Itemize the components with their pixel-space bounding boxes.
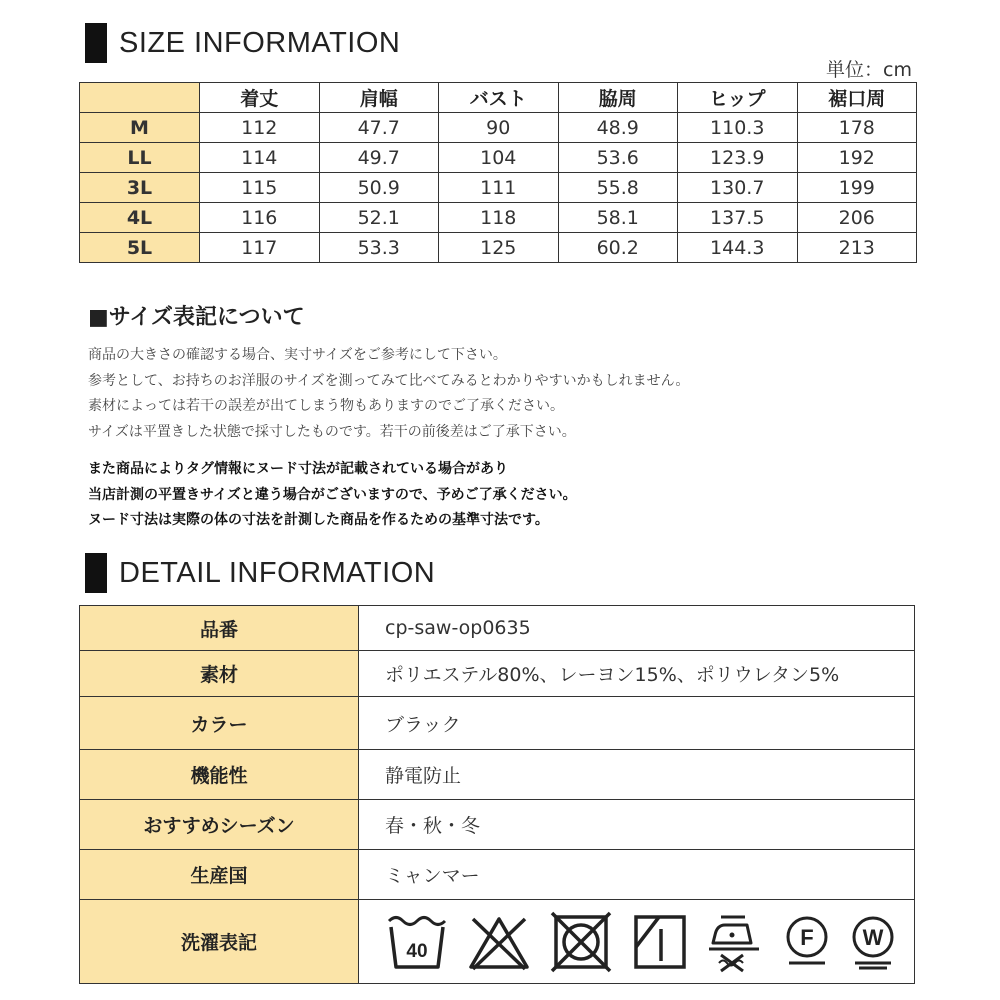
- note-bold-line: 当店計測の平置きサイズと違う場合がございますので、予めご了承ください。: [88, 486, 577, 503]
- wash-temp-label: 40: [406, 940, 428, 962]
- size-cell: 114: [200, 143, 320, 173]
- size-cell: 50.9: [319, 173, 439, 203]
- size-label: 5L: [80, 233, 200, 263]
- detail-table: [79, 605, 915, 984]
- size-cell: 49.7: [319, 143, 439, 173]
- size-cell: 125: [439, 233, 559, 263]
- shade-drip-dry-icon: [631, 911, 689, 973]
- detail-label: カラー: [80, 697, 359, 750]
- detail-label: 生産国: [80, 850, 359, 900]
- low-iron-with-cloth-icon: [707, 911, 765, 973]
- size-cell: 110.3: [678, 113, 798, 143]
- size-cell: 55.8: [558, 173, 678, 203]
- detail-row: [80, 800, 915, 850]
- note-line: 参考として、お持ちのお洋服のサイズを測ってみて比べてみるとわかりやすいかもしれません。: [88, 372, 690, 389]
- size-notes-title: ■サイズ表記について: [88, 305, 305, 330]
- size-label: LL: [80, 143, 200, 173]
- size-cell: 115: [200, 173, 320, 203]
- care-label: 洗濯表記: [80, 900, 359, 984]
- col-header: ヒップ: [678, 83, 798, 113]
- detail-label: 素材: [80, 651, 359, 697]
- size-cell: 104: [439, 143, 559, 173]
- size-cell: 199: [797, 173, 917, 203]
- wash-40-icon: [385, 911, 449, 973]
- size-table-header-row: [80, 83, 917, 113]
- note-bold-line: ヌード寸法は実際の体の寸法を計測した商品を作るための基準寸法です。: [88, 512, 549, 528]
- care-icons-cell: [359, 900, 915, 984]
- note-line: 素材によっては若干の誤差が出てしまう物もありますのでご了承ください。: [88, 398, 564, 414]
- col-header: 脇周: [558, 83, 678, 113]
- size-cell: 52.1: [319, 203, 439, 233]
- size-cell: 111: [439, 173, 559, 203]
- size-cell: 213: [797, 233, 917, 263]
- no-tumble-dry-icon: [549, 911, 613, 973]
- care-icons: [381, 911, 914, 973]
- dry-clean-letter: F: [800, 924, 814, 950]
- detail-label: おすすめシーズン: [80, 800, 359, 850]
- size-cell: 112: [200, 113, 320, 143]
- size-section-title: SIZE INFORMATION: [119, 26, 401, 59]
- size-cell: 90: [439, 113, 559, 143]
- detail-row: [80, 606, 915, 651]
- detail-value: ミャンマー: [359, 850, 915, 900]
- detail-value: 春・秋・冬: [359, 800, 915, 850]
- size-cell: 178: [797, 113, 917, 143]
- size-row: [80, 173, 917, 203]
- corner-cell: [80, 83, 200, 113]
- note-line: 商品の大きさの確認する場合、実寸サイズをご参考にして下さい。: [88, 347, 507, 363]
- nude-size-notes: [88, 457, 577, 534]
- no-bleach-icon: [467, 911, 531, 973]
- col-header: 裾口周: [797, 83, 917, 113]
- detail-value: ブラック: [359, 697, 915, 750]
- size-cell: 123.9: [678, 143, 798, 173]
- size-cell: 118: [439, 203, 559, 233]
- wet-clean-w-icon: [849, 911, 897, 973]
- detail-row-care: [80, 900, 915, 984]
- size-cell: 206: [797, 203, 917, 233]
- detail-section-title: DETAIL INFORMATION: [119, 556, 436, 589]
- size-cell: 116: [200, 203, 320, 233]
- size-cell: 192: [797, 143, 917, 173]
- size-cell: 48.9: [558, 113, 678, 143]
- detail-row: [80, 850, 915, 900]
- size-notes: [88, 343, 689, 445]
- size-table: [79, 82, 917, 263]
- detail-row: [80, 651, 915, 697]
- detail-section-header: [85, 553, 435, 593]
- size-label: 4L: [80, 203, 200, 233]
- size-label: 3L: [80, 173, 200, 203]
- unit-label: 単位：cm: [826, 59, 912, 81]
- note-line: サイズは平置きした状態で採寸したものです。若干の前後差はご了承下さい。: [88, 423, 576, 440]
- size-cell: 137.5: [678, 203, 798, 233]
- dry-clean-f-icon: [783, 911, 831, 973]
- size-cell: 53.6: [558, 143, 678, 173]
- size-label: M: [80, 113, 200, 143]
- detail-value: cp-saw-op0635: [359, 606, 915, 651]
- col-header: バスト: [439, 83, 559, 113]
- size-cell: 58.1: [558, 203, 678, 233]
- size-row: [80, 113, 917, 143]
- detail-row: [80, 750, 915, 800]
- wet-clean-letter: W: [862, 924, 884, 950]
- size-row: [80, 143, 917, 173]
- size-section-header: [85, 23, 400, 63]
- detail-label: 品番: [80, 606, 359, 651]
- size-cell: 117: [200, 233, 320, 263]
- size-cell: 130.7: [678, 173, 798, 203]
- size-cell: 47.7: [319, 113, 439, 143]
- detail-label: 機能性: [80, 750, 359, 800]
- section-marker: [85, 553, 107, 593]
- col-header: 肩幅: [319, 83, 439, 113]
- size-cell: 53.3: [319, 233, 439, 263]
- note-bold-line: また商品によりタグ情報にヌード寸法が記載されている場合があり: [88, 461, 508, 477]
- size-row: [80, 233, 917, 263]
- detail-value: ポリエステル80%、レーヨン15%、ポリウレタン5%: [359, 651, 915, 697]
- col-header: 着丈: [200, 83, 320, 113]
- detail-row: [80, 697, 915, 750]
- size-cell: 60.2: [558, 233, 678, 263]
- size-cell: 144.3: [678, 233, 798, 263]
- section-marker: [85, 23, 107, 63]
- size-row: [80, 203, 917, 233]
- detail-value: 静電防止: [359, 750, 915, 800]
